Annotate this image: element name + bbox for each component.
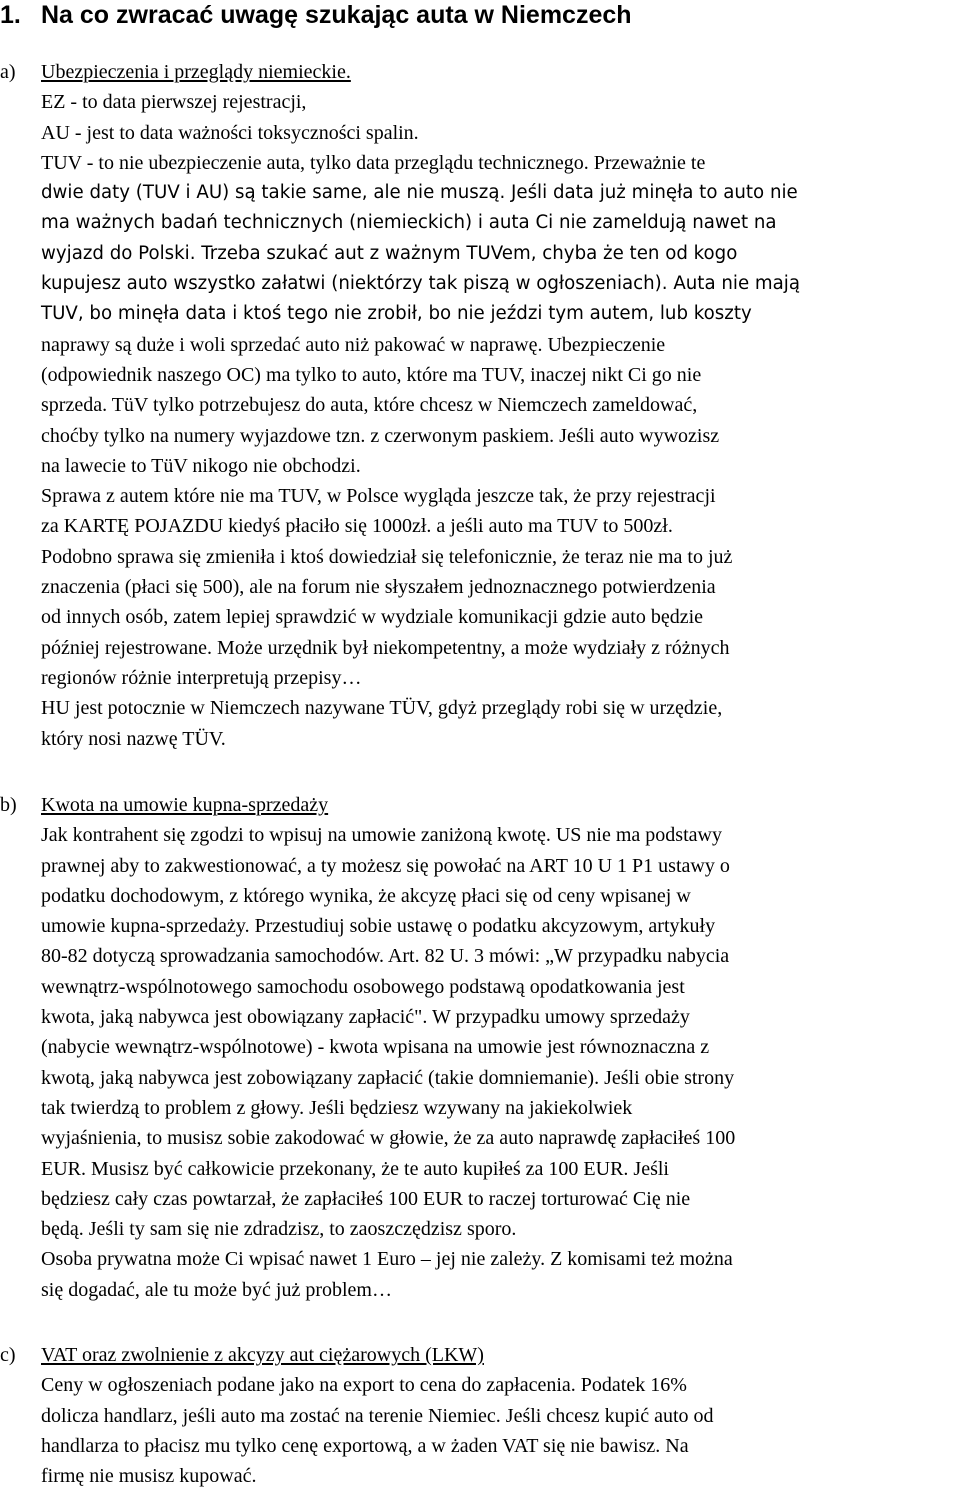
section-b-line-1: Jak kontrahent się zgodzi to wpisuj na umowie zaniżoną kwotę. US nie ma podstawy — [41, 824, 722, 847]
section-a — [0, 57, 940, 754]
section-c-line-2: dolicza handlarz, jeśli auto ma zostać na terenie Niemiec. Jeśli chcesz kupić auto od — [41, 1404, 714, 1427]
section-a-line-6: wyjazd do Polski. Trzeba szukać aut z ważnym TUVem, chyba że ten od kogo — [41, 242, 738, 264]
section-a-line-1: EZ - to data pierwszej rejestracji, — [41, 91, 307, 114]
section-b-line-3: podatku dochodowym, z którego wynika, że akcyzę płaci się od ceny wpisanej w — [41, 884, 691, 907]
section-c-marker: c) — [0, 1344, 16, 1366]
section-b — [0, 790, 940, 1305]
section-a-line-10: (odpowiednik naszego OC) ma tylko to auto, które ma TUV, inaczej nikt Ci go nie — [41, 363, 702, 386]
section-c-heading: VAT oraz zwolnienie z akcyzy aut ciężarowych (LKW) — [41, 1344, 484, 1366]
section-a-marker: a) — [0, 61, 16, 83]
section-a-line-20: regionów różnie interpretują przepisy… — [41, 666, 362, 689]
section-a-line-12: choćby tylko na numery wyjazdowe tzn. z czerwonym paskiem. Jeśli auto wywozisz — [41, 424, 720, 447]
section-a-line-21: HU jest potocznie w Niemczech nazywane TÜV, gdyż przeglądy robi się w urzędzie, — [41, 697, 723, 720]
section-a-line-22: który nosi nazwę TÜV. — [41, 727, 226, 750]
section-a-line-17: znaczenia (płaci się 500), ale na forum nie słyszałem jednoznacznego potwierdzenia — [41, 576, 716, 599]
section-c-line-1: Ceny w ogłoszeniach podane jako na export to cena do zapłacenia. Podatek 16% — [41, 1374, 687, 1397]
section-a-line-19: później rejestrowane. Może urzędnik był niekompetentny, a może wydziały z różnych — [41, 636, 730, 659]
section-a-line-2: AU - jest to data ważności toksyczności spalin. — [41, 121, 419, 144]
section-b-line-13: będziesz cały czas powtarzał, że zapłaciłeś 100 EUR to raczej torturować Cię nie — [41, 1187, 691, 1210]
section-b-line-9: kwotą, jaką nabywca jest zobowiązany zapłacić (takie domniemanie). Jeśli obie strony — [41, 1066, 735, 1089]
section-a-line-18: od innych osób, zatem lepiej sprawdzić w wydziale komunikacji gdzie auto będzie — [41, 606, 704, 629]
section-b-line-12: EUR. Musisz być całkowicie przekonany, że te auto kupiłeś za 100 EUR. Jeśli — [41, 1157, 669, 1180]
section-a-line-9: naprawy są duże i woli sprzedać auto niż pakować w naprawę. Ubezpieczenie — [41, 333, 666, 356]
section-b-line-6: wewnątrz-wspólnotowego samochodu osobowego podstawą opodatkowania jest — [41, 975, 685, 998]
section-a-line-16: Podobno sprawa się zmieniła i ktoś dowiedział się telefonicznie, że teraz nie ma to już — [41, 545, 733, 568]
title-number: 1. — [0, 1, 21, 29]
section-a-line-8: TUV, bo minęła data i ktoś tego nie zrobił, bo nie jeździ tym autem, lub koszty — [41, 303, 752, 325]
section-b-heading: Kwota na umowie kupna-sprzedaży — [41, 794, 329, 816]
section-a-line-3: TUV - to nie ubezpieczenie auta, tylko data przeglądu technicznego. Przeważnie te — [41, 151, 706, 174]
section-a-line-5: ma ważnych badań technicznych (niemieckich) i auta Ci nie zameldują nawet na — [41, 212, 777, 234]
section-c — [0, 1340, 940, 1491]
section-a-line-13: na lawecie to TüV nikogo nie obchodzi. — [41, 454, 361, 477]
section-a-line-11: sprzeda. TüV tylko potrzebujesz do auta, które chcesz w Niemczech zameldować, — [41, 394, 698, 417]
section-b-line-5: 80-82 dotyczą sprowadzania samochodów. Art. 82 U. 3 mówi: „W przypadku nabycia — [41, 945, 730, 968]
section-a-line-7: kupujesz auto wszystko załatwi (niektórzy tak piszą w ogłoszeniach). Auta nie mają — [41, 273, 800, 295]
page-title — [0, 0, 632, 32]
title-text: Na co zwracać uwagę szukając auta w Niemczech — [41, 1, 632, 29]
section-b-marker: b) — [0, 794, 17, 816]
section-b-line-15: Osoba prywatna może Ci wpisać nawet 1 Euro – jej nie zależy. Z komisami też można — [41, 1248, 733, 1271]
section-a-line-15: za KARTĘ POJAZDU kiedyś płaciło się 1000zł. a jeśli auto ma TUV to 500zł. — [41, 515, 673, 538]
section-c-line-3: handlarza to płacisz mu tylko cenę exportową, a w żaden VAT się nie bawisz. Na — [41, 1434, 689, 1457]
section-c-line-4: firmę nie musisz kupować. — [41, 1465, 257, 1488]
section-b-line-10: tak twierdzą to problem z głowy. Jeśli będziesz wzywany na jakiekolwiek — [41, 1096, 633, 1119]
section-b-line-4: umowie kupna-sprzedaży. Przestudiuj sobie ustawę o podatku akcyzowym, artykuły — [41, 915, 716, 938]
section-b-line-16: się dogadać, ale tu może być już problem… — [41, 1278, 392, 1301]
section-a-line-4: dwie daty (TUV i AU) są takie same, ale nie muszą. Jeśli data już minęła to auto nie — [41, 182, 798, 204]
section-b-line-2: prawnej aby to zakwestionować, a ty możesz się powołać na ART 10 U 1 P1 ustawy o — [41, 854, 730, 877]
section-a-line-14: Sprawa z autem które nie ma TUV, w Polsce wygląda jeszcze tak, że przy rejestracji — [41, 485, 716, 508]
section-b-line-11: wyjaśnienia, to musisz sobie zakodować w głowie, że za auto naprawdę zapłaciłeś 100 — [41, 1127, 736, 1150]
section-b-line-8: (nabycie wewnątrz-wspólnotowe) - kwota wpisana na umowie jest równoznaczna z — [41, 1036, 710, 1059]
section-b-line-7: kwota, jaką nabywca jest obowiązany zapłacić". W przypadku umowy sprzedaży — [41, 1006, 690, 1029]
section-b-line-14: będą. Jeśli ty sam się nie zdradzisz, to zaoszczędzisz sporo. — [41, 1218, 517, 1241]
section-a-heading: Ubezpieczenia i przeglądy niemieckie. — [41, 61, 351, 83]
